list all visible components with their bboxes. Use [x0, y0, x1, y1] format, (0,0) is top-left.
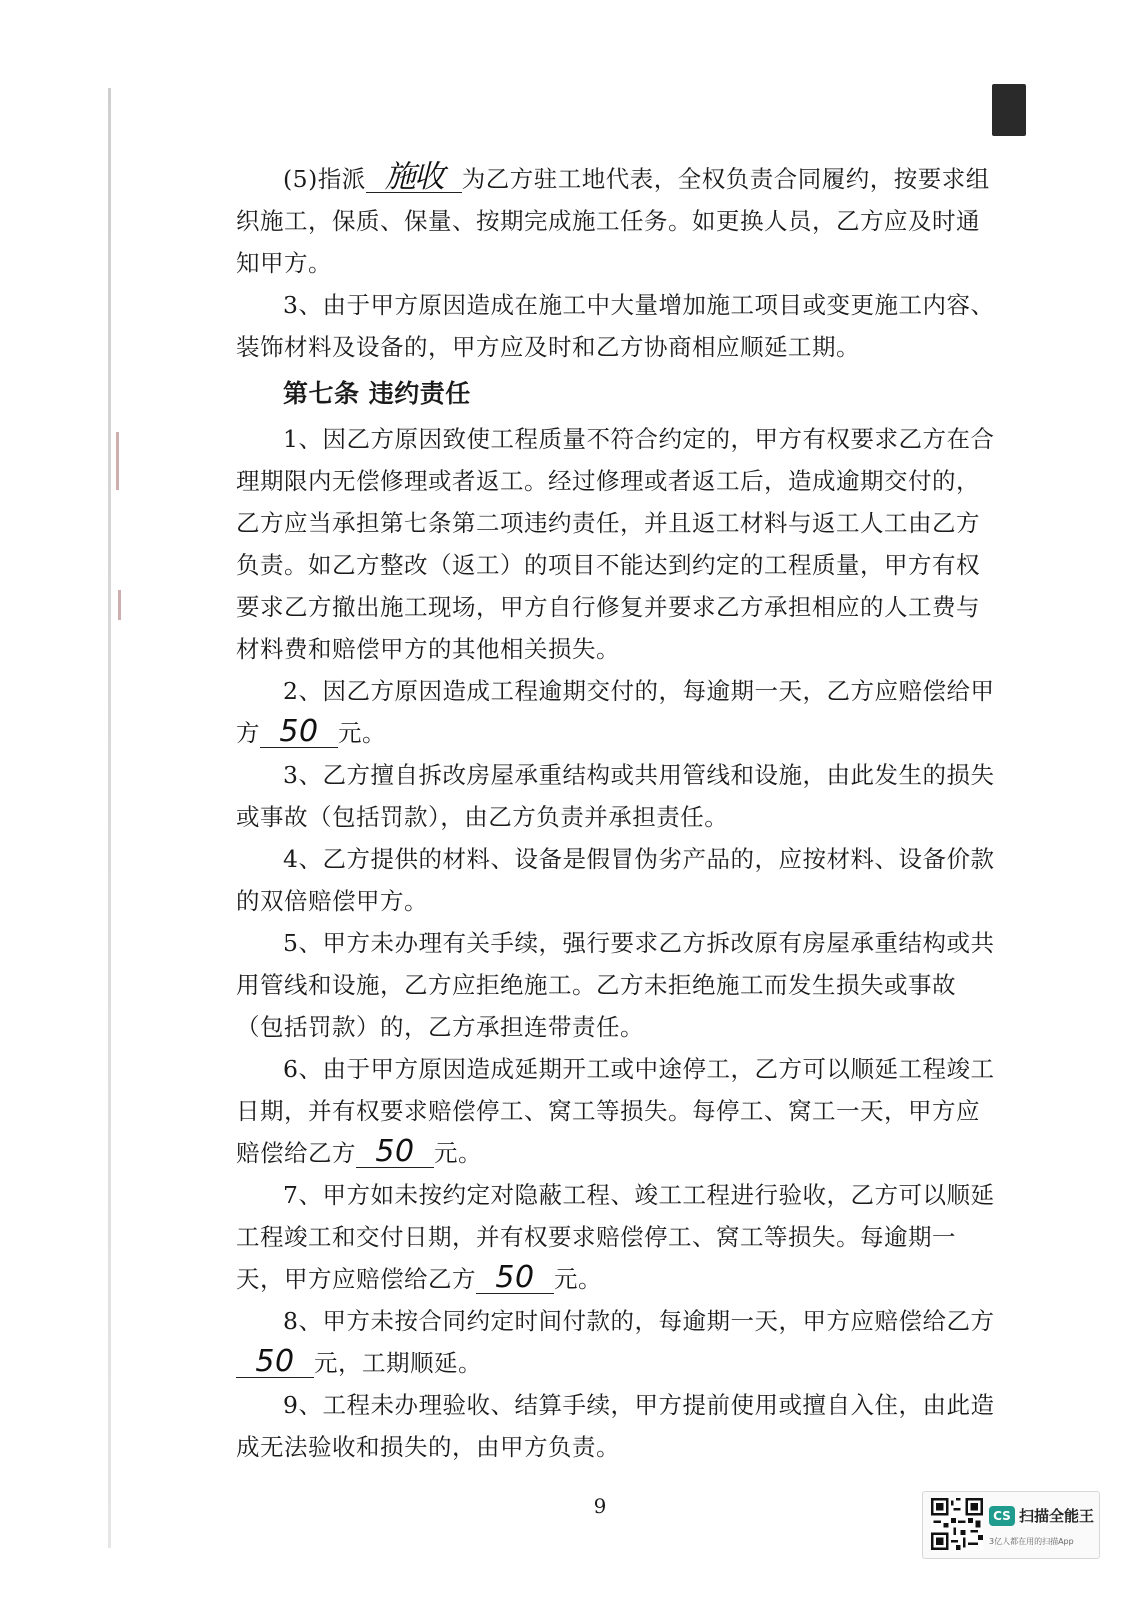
clause-2 — [236, 670, 996, 754]
clause-8-suffix: 元，工期顺延。 — [314, 1349, 482, 1377]
clause-2-text: 2、因乙方原因造成工程逾期交付的，每逾期一天，乙方应赔偿给甲方 — [236, 677, 995, 747]
camscanner-logo: CS — [989, 1506, 1015, 1526]
representative-signature: 施收 — [366, 162, 462, 193]
clause-6-suffix: 元。 — [434, 1139, 482, 1167]
clause-8-amount: 50 — [236, 1347, 314, 1378]
item-5-text: 为乙方驻工地代表，全权负责合同履约，按要求组织施工，保质、保量、按期完成施工任务。如更换人员，乙方应及时通知甲方。 — [236, 165, 990, 277]
qr-code-icon — [931, 1498, 983, 1550]
clause-2-suffix: 元。 — [338, 719, 386, 747]
page-number: 9 — [593, 1494, 607, 1518]
clause-3: 3、乙方擅自拆改房屋承重结构或共用管线和设施，由此发生的损失或事故（包括罚款），由乙方负责并承担责任。 — [236, 761, 995, 831]
item-5-representative — [236, 158, 996, 284]
clause-9: 9、工程未办理验收、结算手续，甲方提前使用或擅自入住，由此造成无法验收和损失的，由甲方负责。 — [236, 1391, 995, 1461]
scanner-slogan: 3亿人都在用的扫描App — [989, 1537, 1074, 1546]
section-title: 第七条 违约责任 — [283, 379, 471, 408]
clause-7-text: 7、甲方如未按约定对隐蔽工程、竣工工程进行验收，乙方可以顺延工程竣工和交付日期，并有权要求赔偿停工、窝工等损失。每逾期一天，甲方应赔偿给乙方 — [236, 1181, 995, 1293]
clause-8 — [236, 1300, 996, 1384]
clause-4: 4、乙方提供的材料、设备是假冒伪劣产品的，应按材料、设备价款的双倍赔偿甲方。 — [236, 845, 995, 915]
clause-1: 1、因乙方原因致使工程质量不符合约定的，甲方有权要求乙方在合理期限内无偿修理或者返工。经过修理或者返工后，造成逾期交付的，乙方应当承担第七条第二项违约责任，并且返工材料与返工人工由乙方负责。如乙方整改（返工）的项目不能达到约定的工程质量，甲方有权要求乙方撤出施工现场，甲方自行修复并要求乙方承担相应的人工费与材料费和赔偿甲方的其他相关损失。 — [236, 425, 995, 663]
contract-page — [236, 158, 996, 1468]
clause-7-amount: 50 — [476, 1263, 554, 1294]
scan-corner-mark — [992, 84, 1026, 136]
clause-6-text: 6、由于甲方原因造成延期开工或中途停工，乙方可以顺延工程竣工日期，并有权要求赔偿停工、窝工等损失。每停工、窝工一天，甲方应赔偿给乙方 — [236, 1055, 995, 1167]
margin-mark — [116, 432, 119, 490]
item-5-prefix: (5)指派 — [283, 165, 366, 193]
clause-7 — [236, 1174, 996, 1300]
clause-7-suffix: 元。 — [554, 1265, 602, 1293]
page-edge — [108, 88, 111, 1548]
scanner-app-name: 扫描全能王 — [1019, 1507, 1095, 1525]
clause-8-text: 8、甲方未按合同约定时间付款的，每逾期一天，甲方应赔偿给乙方 — [283, 1307, 995, 1335]
clause-6 — [236, 1048, 996, 1174]
item-3-paragraph: 3、由于甲方原因造成在施工中大量增加施工项目或变更施工内容、装饰材料及设备的，甲方应及时和乙方协商相应顺延工期。 — [236, 291, 995, 361]
margin-mark — [118, 590, 121, 620]
clause-5: 5、甲方未办理有关手续，强行要求乙方拆改原有房屋承重结构或共用管线和设施，乙方应拒绝施工。乙方未拒绝施工而发生损失或事故（包括罚款）的，乙方承担连带责任。 — [236, 929, 995, 1041]
scanner-watermark — [922, 1491, 1100, 1559]
clause-6-amount: 50 — [356, 1137, 434, 1168]
clause-2-amount: 50 — [260, 717, 338, 748]
